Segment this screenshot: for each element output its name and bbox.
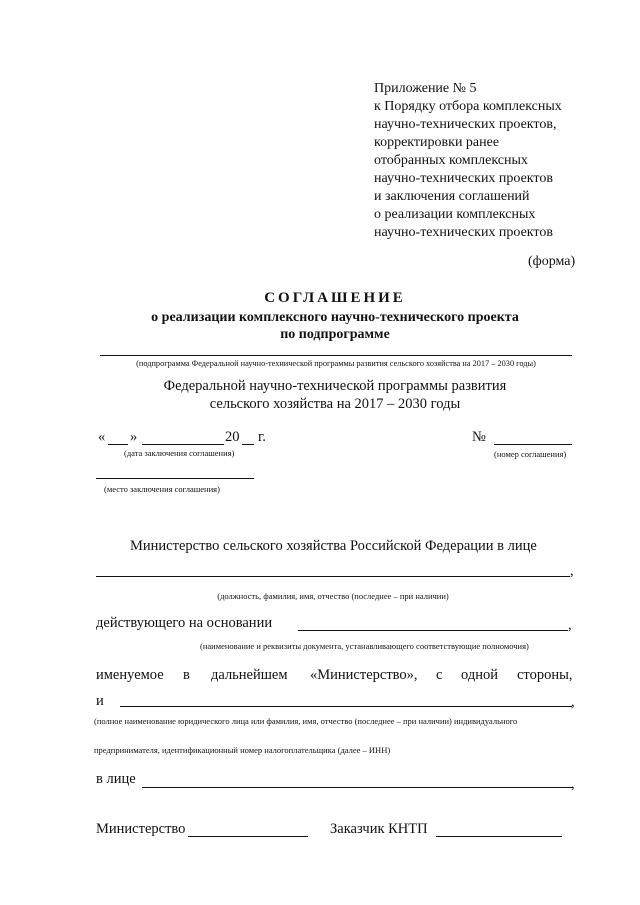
form-label: (форма): [528, 254, 576, 269]
comma: ,: [571, 694, 575, 710]
named-word: дальнейшем: [211, 667, 288, 683]
appendix-line: научно-технических проектов: [374, 171, 553, 186]
named-word: стороны,: [517, 667, 573, 683]
date-year-suffix: г.: [258, 429, 266, 445]
date-open-quote: «: [98, 429, 106, 445]
ministry-signature-field[interactable]: [188, 836, 308, 837]
date-caption: (дата заключения соглашения): [124, 448, 235, 458]
subprogram-caption: (подпрограмма Федеральной научно-технической программы развития сельского хозяйства на 2017 – 2030 годы): [136, 359, 536, 368]
appendix-line: и заключения соглашений: [374, 189, 530, 204]
customer-signature-label: Заказчик КНТП: [330, 821, 428, 837]
appendix-block: [374, 80, 562, 242]
ministry-representative-field[interactable]: [96, 576, 570, 577]
ministry-intro: Министерство сельского хозяйства Российской Федерации в лице: [130, 538, 537, 554]
date-close-quote: »: [130, 429, 138, 445]
named-word: с: [436, 667, 443, 683]
ministry-signature-label: Министерство: [96, 821, 186, 837]
agreement-number-field[interactable]: [494, 444, 572, 445]
named-word: именуемое: [96, 667, 164, 683]
place-field[interactable]: [96, 478, 254, 479]
comma: ,: [568, 617, 572, 633]
counterparty-field[interactable]: [120, 706, 572, 707]
legal-caption-1: (полное наименование юридического лица или фамилия, имя, отчество (последнее – при наличии) индивидуального: [94, 716, 518, 726]
comma: ,: [570, 563, 574, 579]
program-title-2: сельского хозяйства на 2017 – 2030 годы: [209, 396, 461, 412]
named-word: в: [183, 667, 190, 683]
appendix-line: о реализации комплексных: [374, 207, 536, 222]
named-word: «Министерство»,: [310, 667, 418, 683]
acting-label: действующего на основании: [96, 615, 273, 631]
appendix-line: отобранных комплексных: [374, 153, 528, 168]
legal-caption-2: предпринимателя, идентификационный номер налогоплательщика (далее – ИНН): [94, 745, 391, 755]
date-day-field[interactable]: [108, 444, 128, 445]
document-title: СОГЛАШЕНИЕ: [264, 290, 406, 306]
document-caption: (наименование и реквизиты документа, устанавливающего соответствующие полномочия): [200, 641, 529, 651]
number-sign: №: [472, 429, 486, 445]
in-person-label: в лице: [96, 771, 136, 787]
and-label: и: [96, 693, 104, 709]
subprogram-line[interactable]: [100, 355, 572, 356]
document-subtitle-2: по подпрограмме: [280, 327, 390, 342]
date-month-field[interactable]: [142, 444, 224, 445]
appendix-line: Приложение № 5: [374, 81, 477, 96]
customer-signature-field[interactable]: [436, 836, 562, 837]
appendix-line: корректировки ранее: [374, 135, 500, 150]
number-caption: (номер соглашения): [494, 449, 567, 459]
date-year-field[interactable]: [242, 444, 254, 445]
in-person-field[interactable]: [142, 787, 572, 788]
document-subtitle: о реализации комплексного научно-технического проекта: [151, 310, 519, 325]
appendix-line: научно-технических проектов,: [374, 117, 557, 132]
comma: ,: [571, 776, 575, 792]
program-title-1: Федеральной научно-технической программы развития: [163, 378, 507, 394]
place-caption: (место заключения соглашения): [104, 484, 220, 494]
named-word: одной: [461, 667, 498, 683]
appendix-line: к Порядку отбора комплексных: [374, 99, 562, 114]
position-caption: (должность, фамилия, имя, отчество (последнее – при наличии): [217, 591, 449, 601]
basis-document-field[interactable]: [298, 630, 568, 631]
date-year-prefix: 20: [225, 429, 240, 445]
appendix-line: научно-технических проектов: [374, 225, 553, 240]
